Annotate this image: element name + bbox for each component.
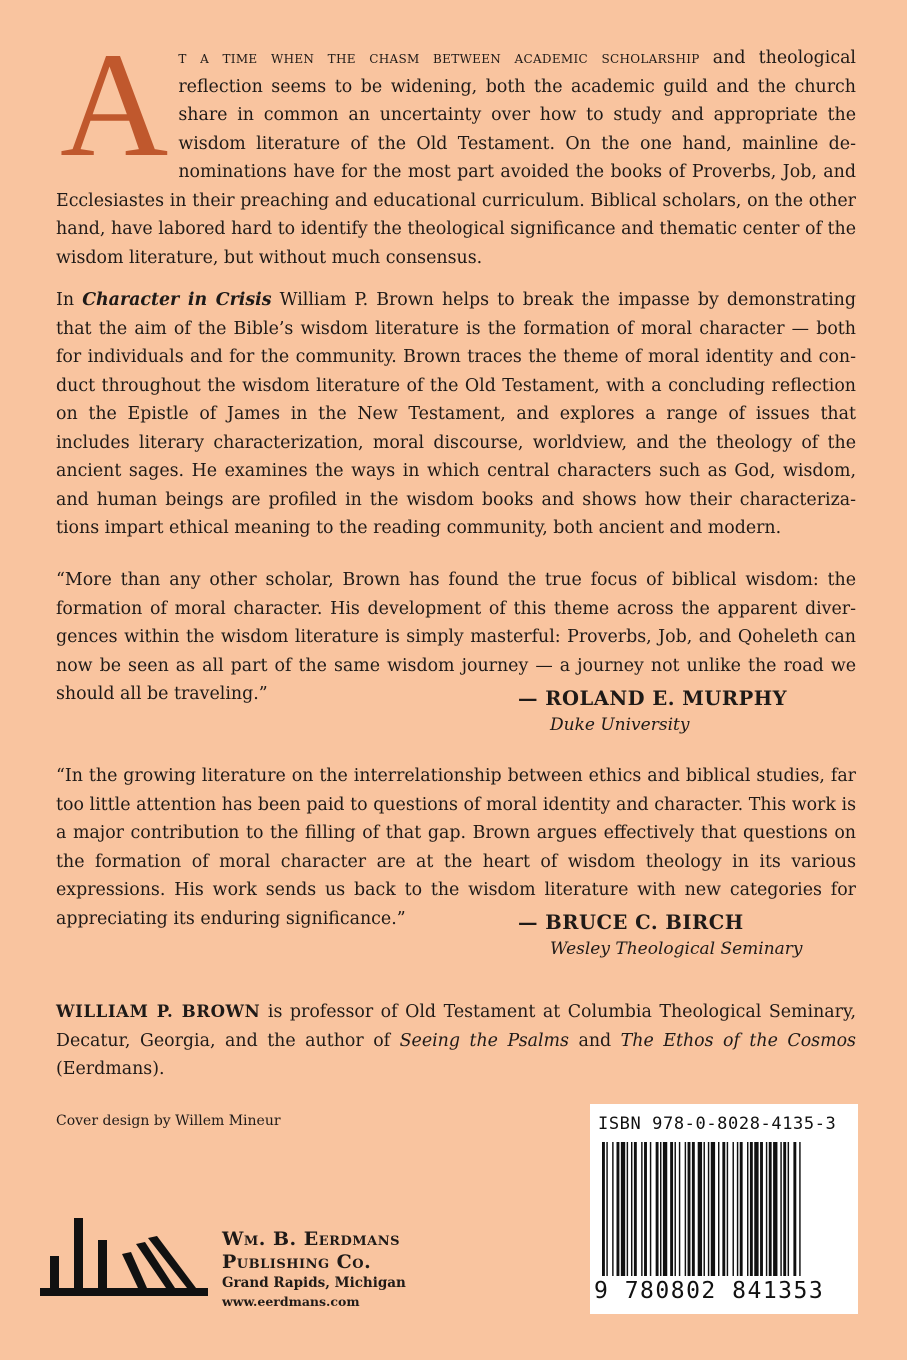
barcode-bar (793, 1142, 796, 1276)
bio-text-3: (Eerdmans). (56, 1059, 165, 1079)
barcode-bar (750, 1142, 753, 1276)
publisher-name-line1: Wm. B. Eerdmans (222, 1228, 400, 1250)
barcode-bar (656, 1142, 659, 1276)
publisher-city: Grand Rapids, Michigan (222, 1275, 406, 1291)
barcode-bar (788, 1142, 789, 1276)
barcode-bar (627, 1142, 628, 1276)
endorser-name: — ROLAND E. MURPHY (518, 687, 788, 710)
endorsement-quote-murphy: “More than any other scholar, Brown has found the true focus of biblical wisdom: the formation of moral character. His development of this theme across the apparent divergences within the wisdom literature is simply masterful: Proverbs, Job, and Qoheleth can now be seen as all part of the same wisdom journey — a journey not unlike the road we should all be traveling.” (56, 570, 856, 704)
bio-text-1: is professor of Old Testament at Columbia Theological Seminary, Decatur, Georgia, and the author of (56, 1002, 856, 1051)
barcode-bar (663, 1142, 667, 1276)
intro-lead: t a time when the chasm between academic scholarship (178, 48, 700, 68)
barcode-bar (783, 1142, 786, 1276)
barcode-bar (711, 1142, 715, 1276)
barcode-bar (685, 1142, 686, 1276)
barcode-bar (692, 1142, 695, 1276)
barcode-bar (644, 1142, 647, 1276)
description-paragraph (56, 286, 856, 543)
publisher-logo-icon (40, 1214, 210, 1298)
publisher-info (222, 1228, 406, 1310)
drop-cap: A (60, 22, 169, 188)
publisher-url: www.eerdmans.com (222, 1294, 360, 1309)
endorsement-attribution-murphy (518, 686, 858, 738)
barcode-bar (760, 1142, 763, 1276)
cover-design-credit: Cover design by Willem Mineur (56, 1113, 281, 1129)
intro-paragraph (56, 22, 856, 272)
bio-book-2: The Ethos of the Cosmos (620, 1030, 856, 1051)
barcode-bar (727, 1142, 728, 1276)
barcode-bar (631, 1142, 632, 1276)
barcode-bar (799, 1142, 800, 1276)
barcode-bar (737, 1142, 738, 1276)
isbn-barcode-block (590, 1104, 858, 1314)
intro-body: and theological reflection seems to be widening, both the academic guild and the church share in common an uncertainty over how to study and appropriate the wisdom literature of the Old Testament. On the one hand, mainline denominations have for the most part avoided the books of Proverbs, Job, and Ecclesiastes in their preaching and educational curriculum. Biblical scholars, on the other hand, have labored hard to identify the theological significance and thematic center of the wisdom literature, but without much consensus. (56, 48, 856, 268)
barcode-bar (740, 1142, 743, 1276)
endorsement-quote-birch: “In the growing literature on the interrelationship between ethics and biblical studies, far too little attention has been paid to questions of moral identity and character. This work is a major contribution to the filling of that gap. Brown argues effectively that questions on the formation of moral character are at the heart of wisdom theology in its various expressions. His work sends us back to the wisdom literature with new categories for appreciating its enduring significance.” (56, 766, 856, 929)
barcode-bar (641, 1142, 642, 1276)
barcode-bar (718, 1142, 719, 1276)
barcode-bar (621, 1142, 625, 1276)
author-name: WILLIAM P. BROWN (56, 1002, 261, 1021)
endorser-name: — BRUCE C. BIRCH (518, 911, 744, 934)
endorser-affiliation: Duke University (550, 715, 690, 735)
publisher-name-line2: Publishing Co. (222, 1251, 372, 1273)
barcode-bar (708, 1142, 709, 1276)
barcode-bar (612, 1142, 613, 1276)
barcode-bar (722, 1142, 725, 1276)
bio-book-1: Seeing the Psalms (399, 1030, 569, 1051)
author-bio (56, 998, 856, 1084)
barcode-bar (773, 1142, 777, 1276)
barcode-bar (670, 1142, 673, 1276)
barcode-bar (754, 1142, 758, 1276)
barcode-bar (660, 1142, 661, 1276)
barcode-bar (747, 1142, 748, 1276)
endorsement-attribution-birch (518, 910, 858, 962)
barcode-bar (733, 1142, 734, 1276)
barcode-bar (679, 1142, 680, 1276)
barcode-bar (688, 1142, 691, 1276)
endorser-affiliation: Wesley Theological Seminary (550, 939, 803, 959)
barcode-bar (634, 1142, 637, 1276)
barcode-bar (769, 1142, 772, 1276)
barcode-bar (780, 1142, 781, 1276)
barcode-bar (766, 1142, 767, 1276)
description-prefix: In (56, 290, 83, 310)
barcode-bar (704, 1142, 705, 1276)
book-title: Character in Crisis (82, 290, 272, 310)
description-body: William P. Brown helps to break the impasse by demonstrating that the aim of the Bible’s wisdom literature is the formation of moral character — both for individuals and for the community. Brown traces the theme of moral identity and conduct throughout the wisdom literature of the Old Testament, with a concluding reflection on the Epistle of James in the New Testament, and explores a range of issues that includes literary characterization, moral discourse, worldview, and the theology of the ancient sages. He examines the ways in which central characters such as God, wisdom, and human beings are profiled in the wisdom books and shows how their characterizations impart ethical meaning to the reading community, both ancient and modern. (56, 290, 856, 538)
ean-digits: 9 780802 841353 (594, 1278, 825, 1304)
barcode-bar (675, 1142, 676, 1276)
barcode-bar (606, 1142, 607, 1276)
barcode-bar (602, 1142, 605, 1276)
barcode-bar (650, 1142, 651, 1276)
barcode-bars (602, 1142, 846, 1276)
barcode-bar (617, 1142, 620, 1276)
isbn-label: ISBN 978-0-8028-4135-3 (598, 1114, 837, 1134)
bio-text-2: and (568, 1030, 621, 1051)
barcode-bar (698, 1142, 702, 1276)
